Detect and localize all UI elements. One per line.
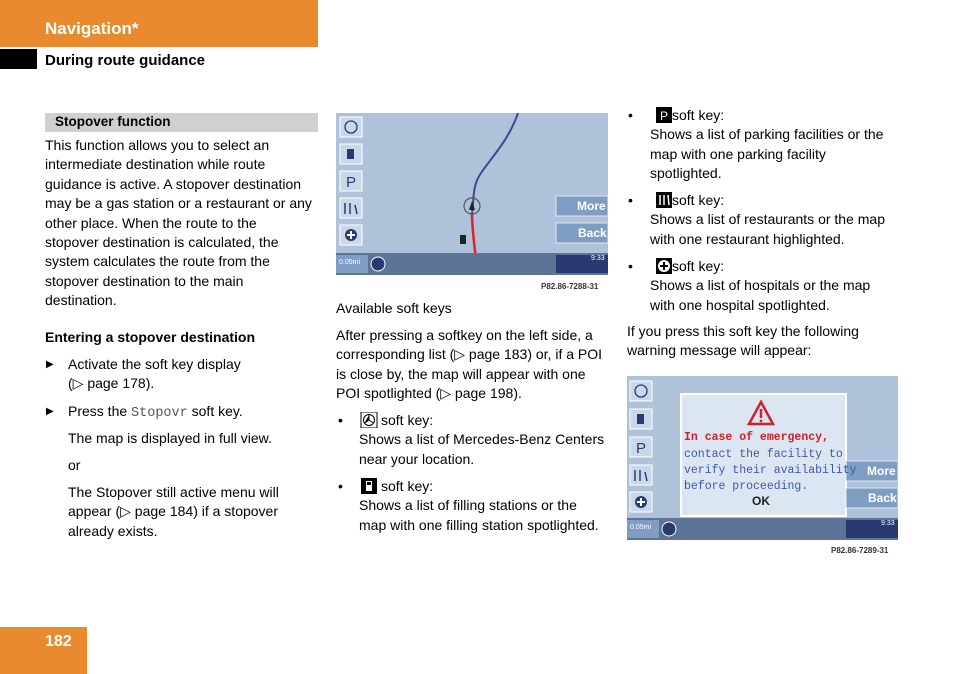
parking-icon	[650, 107, 670, 123]
text-span: soft key.	[187, 403, 243, 419]
step-arrow-icon: ▶	[46, 359, 54, 370]
figure-caption: P82.86-7289-31	[831, 546, 889, 555]
map-scale: 0.05mi	[630, 524, 652, 531]
step-arrow-icon: ▶	[46, 406, 54, 417]
text-line: Shows a list of filling stations or the	[359, 497, 577, 514]
mercedes-star-icon	[359, 412, 379, 428]
text-line: appear (▷ page 184) if a stopover	[68, 503, 279, 520]
text-line: Activate the soft key display	[68, 356, 241, 372]
text-span: Press the	[68, 403, 132, 419]
step-1	[68, 355, 241, 394]
text-line: corresponding list (▷ page 183) or, if a POI	[336, 346, 603, 363]
text-line: POI spotlighted (▷ page 198).	[336, 385, 522, 402]
bullet: •	[628, 192, 633, 208]
text-line: stopover destination to the main	[45, 272, 244, 289]
text-line: verify their availability	[684, 464, 857, 477]
text-span: soft key:	[672, 258, 725, 274]
text-line: If you press this soft key the following	[627, 323, 859, 339]
page-number: 182	[45, 633, 72, 650]
text-line: may be a gas station or a restaurant or any	[45, 195, 312, 212]
figure-caption: P82.86-7288-31	[541, 282, 599, 291]
text-line: destination.	[45, 292, 117, 309]
page-title: Navigation*	[45, 19, 139, 38]
available-softkeys: Available soft keys	[336, 300, 452, 316]
text-line: warning message will appear:	[627, 342, 812, 359]
hospital-icon	[650, 258, 670, 274]
text-span: soft key:	[381, 478, 434, 494]
text-line: system calculates the route from the	[45, 253, 270, 270]
text-line: before proceeding.	[684, 480, 809, 493]
hospital-softkey-item	[650, 257, 870, 315]
svg-text:P: P	[660, 109, 669, 123]
text-span: soft key:	[672, 192, 725, 208]
back-softkey[interactable]: Back	[578, 226, 607, 240]
back-softkey[interactable]: Back	[868, 491, 897, 505]
bullet: •	[338, 478, 343, 494]
warning-message	[684, 447, 857, 495]
text-line: Shows a list of restaurants or the map	[650, 211, 885, 228]
text-line: map with one parking facility	[650, 145, 826, 162]
section-heading	[45, 113, 318, 132]
bullet: •	[338, 412, 343, 428]
or-text: or	[68, 457, 81, 473]
text-line: After pressing a softkey on the left side, a	[336, 327, 593, 343]
left-softkeys	[340, 117, 362, 245]
clock: 9:33	[881, 520, 895, 527]
softkey-name: Stopovr	[131, 406, 188, 421]
text-line: already exists.	[68, 522, 158, 539]
text-line: intermediate destination while route	[45, 156, 266, 173]
page-number-tab	[0, 627, 87, 674]
fuel-softkey-item	[359, 477, 599, 535]
fuel-pump-icon	[359, 478, 379, 494]
intro-paragraph	[45, 136, 325, 311]
text-line: contact the facility to	[684, 448, 843, 461]
text-line: spotlighted.	[650, 165, 722, 182]
warning-intro	[627, 322, 859, 361]
more-softkey[interactable]: More	[577, 199, 606, 213]
text-span: soft key:	[381, 412, 434, 428]
text-line: with one hospital spotlighted.	[650, 296, 830, 313]
text-line: other place. When the route to the	[45, 214, 257, 231]
after-paragraph	[336, 326, 602, 404]
parking-softkey-item	[650, 106, 883, 184]
result-1: The map is displayed in full view.	[68, 430, 272, 446]
result-2	[68, 483, 279, 541]
step-2	[68, 402, 243, 423]
section-title: Stopover function	[55, 114, 171, 129]
entering-heading: Entering a stopover destination	[45, 329, 256, 345]
bullet: •	[628, 258, 633, 274]
left-softkeys	[630, 381, 652, 512]
navigation-screen-figure	[336, 113, 608, 275]
mercedes-softkey-item	[359, 411, 604, 469]
bullet: •	[628, 107, 633, 123]
more-softkey[interactable]: More	[867, 464, 896, 478]
text-line: (▷ page 178).	[68, 375, 155, 392]
subtitle-marker	[0, 49, 37, 69]
restaurant-softkey-item	[650, 191, 885, 249]
text-line: map with one filling station spotlighted.	[359, 516, 599, 533]
text-line: is close by, the map will appear with one	[336, 365, 586, 382]
text-line: near your location.	[359, 450, 475, 467]
text-line: stopover destination is calculated, the	[45, 234, 279, 251]
page-subtitle: During route guidance	[45, 52, 206, 69]
ok-button[interactable]: OK	[752, 494, 770, 508]
map-scale: 0.05mi	[339, 259, 361, 266]
text-span: soft key:	[672, 107, 725, 123]
text-line: Shows a list of Mercedes-Benz Centers	[359, 431, 605, 448]
text-line: guidance is active. A stopover destination	[45, 175, 302, 192]
svg-text:P: P	[636, 440, 647, 457]
text-line: Shows a list of parking facilities or the	[650, 126, 884, 143]
text-line: This function allows you to select an	[45, 137, 270, 153]
clock: 9:33	[591, 255, 605, 262]
restaurant-icon	[650, 192, 670, 208]
text-line: with one restaurant highlighted.	[650, 230, 845, 247]
text-line: The Stopover still active menu will	[68, 484, 279, 500]
warning-heading: In case of emergency,	[684, 431, 829, 444]
svg-text:P: P	[346, 174, 357, 191]
text-line: Shows a list of hospitals or the map	[650, 277, 871, 294]
